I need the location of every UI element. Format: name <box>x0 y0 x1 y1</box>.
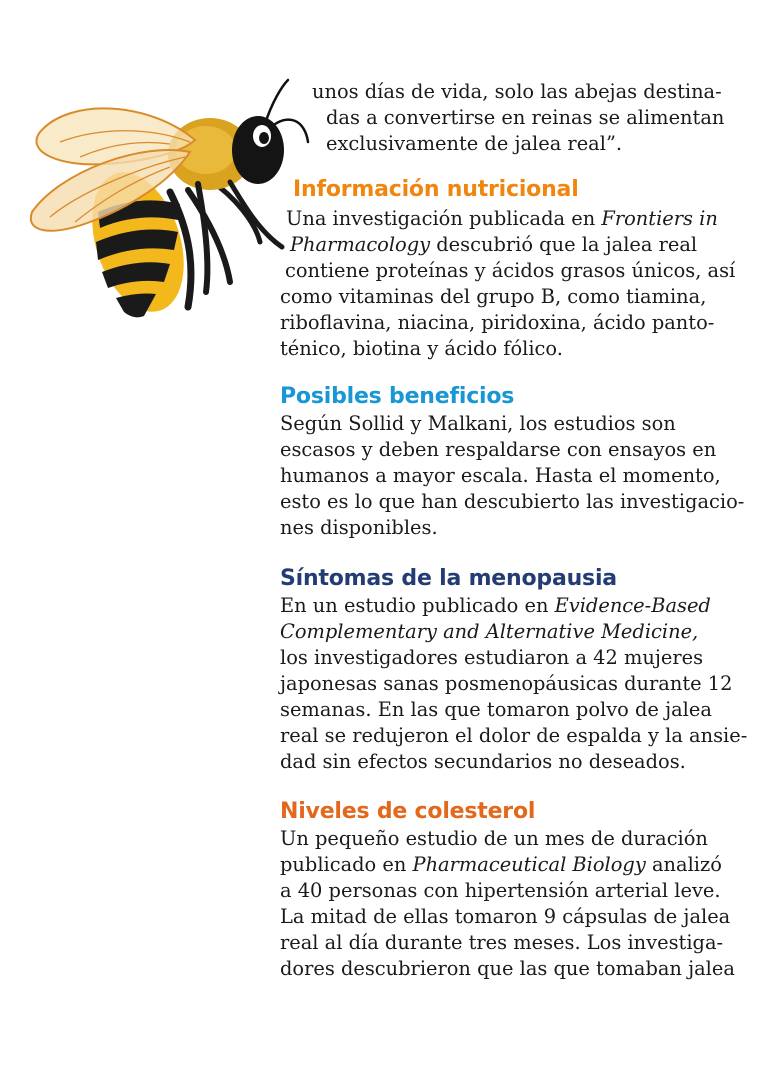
body-text-line <box>280 515 438 541</box>
text-run: La mitad de ellas tomaron 9 cápsulas de jalea <box>280 905 731 928</box>
text-run: Un pequeño estudio de un mes de duración <box>280 827 708 850</box>
text-run: nes disponibles. <box>280 516 438 539</box>
body-text-line <box>285 258 735 284</box>
body-text-line <box>280 489 744 515</box>
body-text-line <box>280 697 712 723</box>
body-text-line: das a convertirse en reinas se alimentan <box>326 106 725 129</box>
italic-title-text: Pharmaceutical Biology <box>412 853 646 876</box>
body-text-line <box>290 232 697 258</box>
text-run: analizó <box>645 853 722 876</box>
body-text-line <box>280 723 747 749</box>
text-run: dad sin efectos secundarios no deseados. <box>280 750 686 773</box>
text-run: descubrió que la jalea real <box>430 233 698 256</box>
body-text-line <box>280 437 716 463</box>
text-run: esto es lo que han descubierto las investigacio- <box>280 490 745 513</box>
body-text-line: unos días de vida, solo las abejas destina- <box>312 80 722 103</box>
body-text-line <box>280 411 676 437</box>
text-run: contiene proteínas y ácidos grasos únicos, así <box>285 259 736 282</box>
body-text-line <box>280 956 735 982</box>
body-text-line <box>280 645 703 671</box>
italic-title-text: Complementary and Alternative Medicine, <box>280 620 699 643</box>
text-run: ténico, biotina y ácido fólico. <box>280 337 563 360</box>
body-text-line <box>280 749 686 775</box>
text-run: como vitaminas del grupo B, como tiamina, <box>280 285 707 308</box>
text-run: semanas. En las que tomaron polvo de jalea <box>280 698 712 721</box>
text-run: real al día durante tres meses. Los investiga- <box>280 931 724 954</box>
body-text-line <box>280 826 708 852</box>
text-run: En un estudio publicado en <box>280 594 555 617</box>
text-run: los investigadores estudiaron a 42 mujeres <box>280 646 704 669</box>
text-run: real se redujeron el dolor de espalda y la ansie- <box>280 724 748 747</box>
body-text-line <box>280 671 732 697</box>
body-text-line <box>280 336 563 362</box>
body-text-line <box>280 619 698 645</box>
section-heading-niveles-colesterol: Niveles de colesterol <box>280 799 536 824</box>
section-heading-sintomas-menopausia: Síntomas de la menopausia <box>280 566 617 591</box>
text-run: Una investigación publicada en <box>286 207 602 230</box>
text-run: japonesas sanas posmenopáusicas durante 12 <box>280 672 733 695</box>
body-text-line <box>286 206 718 232</box>
body-text-line <box>280 284 706 310</box>
body-text-line <box>280 463 721 489</box>
body-text-line <box>280 310 714 336</box>
text-run: a 40 personas con hipertensión arterial leve. <box>280 879 721 902</box>
text-run: escasos y deben respaldarse con ensayos en <box>280 438 717 461</box>
bee-illustration <box>20 72 320 322</box>
text-run: dores descubrieron que las que tomaban jalea <box>280 957 735 980</box>
body-text-line <box>280 593 711 619</box>
section-heading-posibles-beneficios: Posibles beneficios <box>280 384 515 409</box>
italic-title-text: Evidence-Based <box>554 594 711 617</box>
italic-title-text: Pharmacology <box>290 233 431 256</box>
body-text-line <box>280 852 722 878</box>
body-text-line: exclusivamente de jalea real”. <box>326 132 623 155</box>
text-run: publicado en <box>280 853 413 876</box>
bee-antenna <box>265 80 288 124</box>
body-text-line <box>280 878 721 904</box>
body-text-line <box>280 930 723 956</box>
italic-title-text: Frontiers in <box>601 207 718 230</box>
text-run: riboflavina, niacina, piridoxina, ácido panto- <box>280 311 715 334</box>
text-run: Según Sollid y Malkani, los estudios son <box>280 412 676 435</box>
body-text-line <box>280 904 730 930</box>
section-heading-informacion-nutricional: Información nutricional <box>293 177 579 202</box>
text-run: humanos a mayor escala. Hasta el momento, <box>280 464 721 487</box>
